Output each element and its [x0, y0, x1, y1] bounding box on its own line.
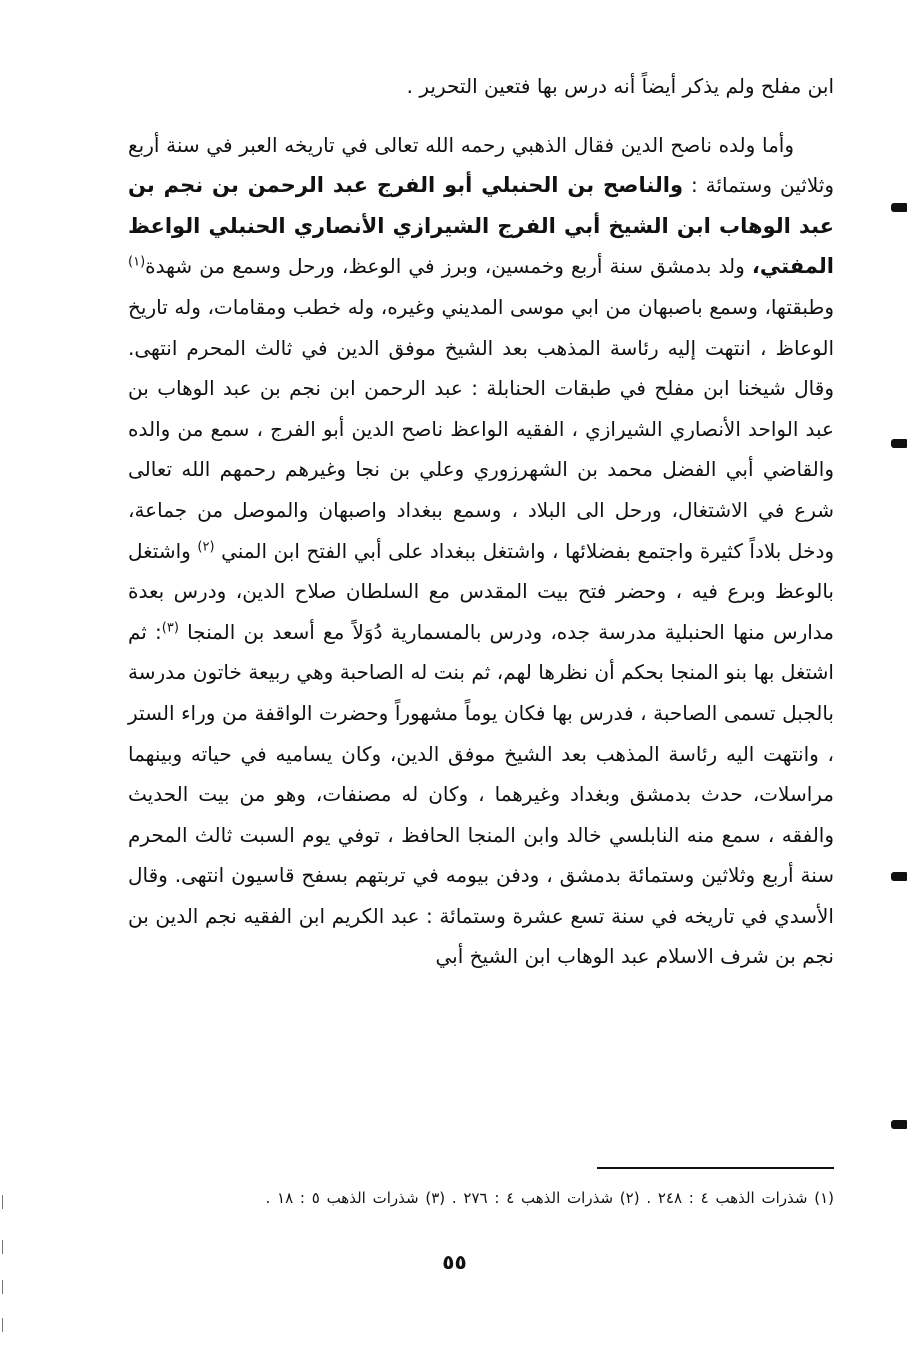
- paragraph-2-run-d: واشتغل بالوعظ وبرع فيه ، وحضر فتح بيت المقدس مع السلطان صلاح الدين، ودرس بعدة مدارس منها الحنبلية مدرسة جده، ودرس بالمسمارية دُوَلاً مع أسعد بن المنجا: [128, 538, 834, 644]
- margin-mark: [891, 203, 907, 212]
- footnote-ref-3: (٣): [161, 620, 179, 636]
- paragraph-2-run-a: أربع وثلاثين وستمائة :: [128, 132, 835, 198]
- paragraph-2-run-b: ولد بدمشق سنة أربع وخمسين، وبرز في الوعظ، ورحل وسمع من شهدة: [145, 254, 745, 279]
- edge-tick: [2, 1195, 3, 1209]
- page-number: ٥٥: [442, 1250, 467, 1274]
- footnotes: [128, 1186, 834, 1210]
- paragraph-2-line-1: وأما ولده ناصح الدين فقال الذهبي رحمه الله تعالى في تاريخه العبر في سنة: [166, 132, 794, 157]
- bold-name-run: والناصح بن الحنبلي أبو الفرج عبد الرحمن بن نجم بن عبد الوهاب ابن الشيخ أبي الفرج الشيرازي الأنصاري الحنبلي الواعظ المفتي،: [128, 173, 834, 279]
- paragraph-2-run-e: : ثم اشتغل بها بنو المنجا بحكم أن نظرها لهم، ثم بنت له الصاحبة وهي ربيعة خاتون مدرسة بالجبل تسمى الصاحبة ، فدرس بها فكان يوماً مشهوراً وحضرت الواقفة من وراء الستر ، وانتهت اليه رئاسة المذهب بعد الشيخ موفق الدين، وكان يساميه في حياته وبينهما مراسلات، حدث بدمشق وبغداد وغيرهما ، وكان له مصنفات، وهو من بيت الحديث والفقه ، سمع منه النابلسي خالد وابن المنجا الحافظ ، توفي يوم السبت ثالث المحرم سنة أربع وثلاثين وستمائة بدمشق ، ودفن بيومه في تربتهم بسفح قاسيون انتهى. وقال الأسدي في تاريخه في سنة تسع عشرة وستمائة : عبد الكريم ابن الفقيه نجم الدين بن نجم بن شرف الاسلام عبد الوهاب ابن الشيخ أبي: [128, 619, 834, 969]
- footnote-divider: [597, 1167, 834, 1169]
- paragraph-1: [128, 66, 834, 107]
- edge-tick: [2, 1280, 3, 1294]
- paragraph-1-text: ابن مفلح ولم يذكر أيضاً أنه درس بها فتعين التحرير .: [406, 74, 834, 98]
- footnotes-text: (١) شذرات الذهب ٤ : ٢٤٨ . (٢) شذرات الذهب ٤ : ٢٧٦ . (٣) شذرات الذهب ٥ : ١٨ .: [265, 1189, 834, 1207]
- margin-mark: [891, 1120, 907, 1129]
- body-text: [128, 66, 834, 977]
- edge-tick: [2, 1240, 3, 1254]
- margin-mark: [891, 439, 907, 448]
- paragraph-2-run-c: وطبقتها، وسمع باصبهان من ابي موسى المديني وغيره، وله خطب ومقامات، وله تاريخ الوعاظ ، انتهت إليه رئاسة المذهب بعد الشيخ موفق الدين في ثالث المحرم انتهى. وقال شيخنا ابن مفلح في طبقات الحنابلة : عبد الرحمن ابن نجم بن عبد الوهاب بن عبد الواحد الأنصاري الشيرازي ، الفقيه الواعظ ناصح الدين أبو الفرج ، سمع من والده والقاضي أبي الفضل محمد بن الشهرزوري وعلي بن نجا وغيرهم رحمهم الله تعالى شرع في الاشتغال، ورحل الى البلاد ، وسمع ببغداد واصبهان والموصل من جماعة، ودخل بلاداً كثيرة واجتمع بفضلائها ، واشتغل ببغداد على أبي الفتح ابن المني: [128, 294, 835, 563]
- paragraph-2: [128, 125, 834, 977]
- edge-tick: [2, 1318, 3, 1332]
- footnote-ref-1: (١): [128, 254, 146, 270]
- footnote-ref-2: (٢): [197, 538, 215, 554]
- margin-mark: [891, 872, 907, 881]
